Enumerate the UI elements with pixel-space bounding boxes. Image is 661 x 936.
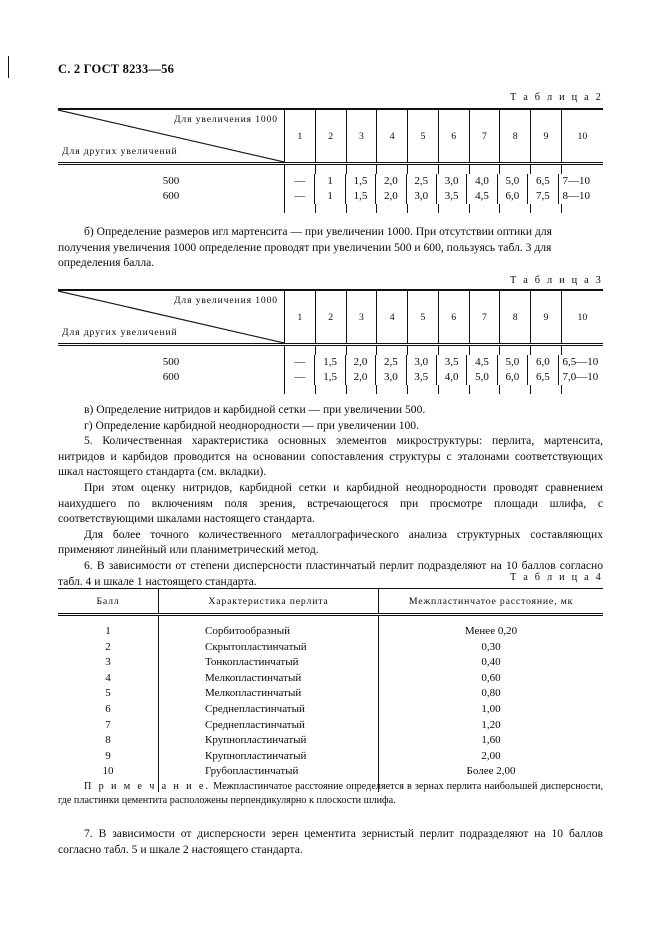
table2-cell: 2,5 xyxy=(406,174,436,189)
table4-cell-ball: 3 xyxy=(105,656,111,669)
table4-caption: Т а б л и ц а 4 xyxy=(510,572,603,583)
paragraph-b xyxy=(58,224,603,271)
table-row xyxy=(58,686,603,702)
table3-col-header: 3 xyxy=(346,291,377,343)
paragraph-7 xyxy=(58,826,603,857)
item-v: в) Определение нитридов и карбидной сетки — при увеличении 500. xyxy=(84,403,426,416)
table4-cell-distance: 0,30 xyxy=(378,640,603,656)
table3-cell: 4,5 xyxy=(466,355,496,370)
table4-cell-distance: 0,80 xyxy=(378,686,603,702)
table3-cell: 3,0 xyxy=(406,355,436,370)
table3-col-header: 9 xyxy=(530,291,561,343)
table2-cell: 3,5 xyxy=(436,189,466,204)
table2-col-header: 7 xyxy=(469,110,500,162)
table3-col-header: 2 xyxy=(315,291,346,343)
table2-cell: 1 xyxy=(314,174,344,189)
table3-cell: 6,5—10 xyxy=(558,355,604,370)
spine-rule xyxy=(8,56,9,78)
table2-top-spacer xyxy=(58,165,603,174)
table3-corner-cell xyxy=(58,291,284,343)
table2-cell: 1,5 xyxy=(345,189,375,204)
table3-col-header: 1 xyxy=(284,291,315,343)
item-6: 6. В зависимости от степени дисперсности пластинчатый перлит подразделяют на 10 баллов согласно табл. 4 и шкале 1 настоящего стандарта. xyxy=(58,558,603,588)
table2-col-header: 2 xyxy=(315,110,346,162)
table3-col-header: 7 xyxy=(469,291,500,343)
table3-cell: 3,5 xyxy=(436,355,466,370)
table4-header-row xyxy=(58,589,603,613)
table2-col-header: 5 xyxy=(407,110,438,162)
table4-header-characteristic: Характеристика перлита xyxy=(158,589,378,613)
table-2 xyxy=(58,108,603,213)
table-row xyxy=(58,749,603,765)
table4-cell-ball: 4 xyxy=(105,671,111,684)
table-row xyxy=(58,671,603,687)
table2-col-header: 4 xyxy=(376,110,407,162)
table-row xyxy=(58,702,603,718)
table3-col-header: 10 xyxy=(561,291,603,343)
table-4 xyxy=(58,588,603,792)
table4-cell-distance: 1,20 xyxy=(378,718,603,734)
table2-col-header: 10 xyxy=(561,110,603,162)
table3-cell: 2,5 xyxy=(375,355,405,370)
table4-cell-distance: 1,00 xyxy=(378,702,603,718)
table3-column-headers xyxy=(284,291,603,343)
table-row xyxy=(58,370,603,385)
table2-cell: — xyxy=(284,174,314,189)
table4-cell-ball: 7 xyxy=(105,718,111,731)
table4-cell-characteristic: Мелкопластинчатый xyxy=(158,686,378,702)
table3-cell: 4,0 xyxy=(436,370,466,385)
table4-cell-ball: 1 xyxy=(105,625,111,637)
table2-bottom-spacer xyxy=(58,204,603,213)
table3-cell: 1,5 xyxy=(314,355,344,370)
table-row xyxy=(58,174,603,189)
table-row xyxy=(58,655,603,671)
item-g: г) Определение карбидной неоднородности — при увеличении 100. xyxy=(84,418,420,432)
table3-cell: 1,5 xyxy=(314,370,344,385)
table2-cell: 6,0 xyxy=(497,189,527,204)
table2-cell: 8—10 xyxy=(558,189,604,204)
table3-col-header: 6 xyxy=(438,291,469,343)
table2-col-header: 9 xyxy=(530,110,561,162)
table3-cell: 5,0 xyxy=(497,355,527,370)
table2-column-headers xyxy=(284,110,603,162)
table3-row-label: 600 xyxy=(162,371,180,383)
table4-cell-characteristic: Крупнопластинчатый xyxy=(158,749,378,765)
table3-cell: 6,5 xyxy=(527,370,557,385)
table4-cell-ball: 10 xyxy=(102,765,114,778)
note-paragraph xyxy=(58,780,603,808)
table-row xyxy=(58,189,603,204)
table3-cell: 7,0—10 xyxy=(558,370,604,385)
table2-cell: — xyxy=(284,189,314,204)
item-5: 5. Количественная характеристика основных элементов микроструктуры: перлита, мартенсита, нитридов и карбидов проводится на основании сопоставления структуры с эталонами соответствующих шкал настоящего стандарта (см. вкладки). xyxy=(58,434,603,479)
table2-cell: 4,0 xyxy=(466,174,496,189)
page-header xyxy=(58,62,603,77)
table3-col-header: 8 xyxy=(499,291,530,343)
table3-caption: Т а б л и ц а 3 xyxy=(510,275,603,286)
table4-cell-distance: Менее 0,20 xyxy=(378,624,603,640)
table2-row-label: 500 xyxy=(162,175,180,187)
table4-cell-ball: 5 xyxy=(105,687,111,700)
table-row xyxy=(58,764,603,780)
table2-cell: 2,0 xyxy=(375,189,405,204)
table-row xyxy=(58,718,603,734)
table4-cell-characteristic: Среднепластинчатый xyxy=(158,718,378,734)
table3-header-row xyxy=(58,291,603,343)
table4-top-spacer xyxy=(58,616,603,624)
table3-cell: 3,5 xyxy=(406,370,436,385)
item-7: 7. В зависимости от дисперсности зерен цементита зернистый перлит подразделяют на 10 баллов согласно табл. 5 и шкале 2 настоящего стандарта. xyxy=(58,827,603,856)
table2-cell: 7,5 xyxy=(527,189,557,204)
paragraph-analysis: Для более точного количественного металлографического анализа структурных составляющих применяют линейный или планиметрический метод. xyxy=(58,527,603,557)
table3-cell: 2,0 xyxy=(345,370,375,385)
table4-cell-characteristic: Среднепластинчатый xyxy=(158,702,378,718)
table2-cell: 7—10 xyxy=(558,174,604,189)
table3-cell: — xyxy=(284,370,314,385)
note-text: Межпластинчатое расстояние определяется в зернах перлита наибольшей дисперсности, где пластинки цементита расположены перпендикулярно к плоскости шлифа. xyxy=(58,781,603,806)
table3-row-label: 500 xyxy=(162,356,180,368)
table-row xyxy=(58,355,603,370)
table2-col-header: 8 xyxy=(499,110,530,162)
table4-header-distance: Межпластинчатое расстояние, мк xyxy=(378,589,603,613)
table4-cell-distance: 0,40 xyxy=(378,655,603,671)
table4-cell-characteristic: Сорбитообразный xyxy=(158,624,378,640)
table-3 xyxy=(58,289,603,394)
table4-cell-ball: 9 xyxy=(105,749,111,762)
table2-col-header: 3 xyxy=(346,110,377,162)
body-block-main xyxy=(58,402,603,589)
table2-cell: 3,0 xyxy=(436,174,466,189)
table3-cell: 6,0 xyxy=(527,355,557,370)
table3-cell: 6,0 xyxy=(497,370,527,385)
table3-col-header: 5 xyxy=(407,291,438,343)
table4-cell-ball: 2 xyxy=(105,640,111,653)
table3-cell: — xyxy=(284,355,314,370)
table3-cell: 2,0 xyxy=(345,355,375,370)
table2-cell: 1,5 xyxy=(345,174,375,189)
table4-cell-distance: 2,00 xyxy=(378,749,603,765)
table-row xyxy=(58,640,603,656)
table4-cell-characteristic: Тонкопластинчатый xyxy=(158,655,378,671)
paragraph-nitrides: При этом оценку нитридов, карбидной сетки и карбидной неоднородности проводят сравнением наихудшего по включениям поля зрения, встречающегося при просмотре площади шлифа, с соответствующими шкалами настоящего стандарта. xyxy=(58,480,603,526)
table3-corner-top-label: Для увеличения 1000 xyxy=(173,295,278,306)
table2-body xyxy=(58,165,603,213)
table2-corner-top-label: Для увеличения 1000 xyxy=(173,114,278,125)
table3-cell: 5,0 xyxy=(466,370,496,385)
table4-cell-characteristic: Скрытопластинчатый xyxy=(158,640,378,656)
table3-body xyxy=(58,346,603,394)
table3-col-header: 4 xyxy=(376,291,407,343)
table4-cell-ball: 6 xyxy=(105,702,111,715)
table2-col-header: 6 xyxy=(438,110,469,162)
table2-row-label: 600 xyxy=(162,190,180,202)
table2-cell: 2,0 xyxy=(375,174,405,189)
table2-cell: 3,0 xyxy=(406,189,436,204)
table3-cell: 3,0 xyxy=(375,370,405,385)
table2-cell: 4,5 xyxy=(466,189,496,204)
table4-cell-characteristic: Грубопластинчатый xyxy=(158,764,378,780)
paragraph-b-line1: б) Определение размеров игл мартенсита — при увеличении 1000. При отсутствии оптики для xyxy=(84,225,552,238)
table4-header-ball: Балл xyxy=(96,595,120,607)
table3-bottom-spacer xyxy=(58,385,603,394)
note-label: П р и м е ч а н и е. xyxy=(84,781,211,792)
table-row xyxy=(58,624,603,640)
paragraph-b-line2: получения увеличения 1000 определение проводят при увеличении 500 и 600, пользуясь табл. 3 для xyxy=(58,240,552,254)
table4-cell-characteristic: Крупнопластинчатый xyxy=(158,733,378,749)
table4-cell-ball: 8 xyxy=(105,734,111,747)
table4-cell-distance: 0,60 xyxy=(378,671,603,687)
table3-top-spacer xyxy=(58,346,603,355)
table2-corner-cell xyxy=(58,110,284,162)
table2-header-row xyxy=(58,110,603,162)
table3-corner-bottom-label: Для других увеличений xyxy=(62,327,178,338)
table2-caption: Т а б л и ц а 2 xyxy=(510,92,603,103)
table2-corner-bottom-label: Для других увеличений xyxy=(62,146,178,157)
page-number-standard-label: С. 2 ГОСТ 8233—56 xyxy=(58,62,175,76)
table4-cell-distance: 1,60 xyxy=(378,733,603,749)
table4-cell-distance: Более 2,00 xyxy=(378,764,603,780)
table-row xyxy=(58,733,603,749)
table2-cell: 6,5 xyxy=(527,174,557,189)
table4-cell-characteristic: Мелкопластинчатый xyxy=(158,671,378,687)
table2-cell: 1 xyxy=(314,189,344,204)
table2-col-header: 1 xyxy=(284,110,315,162)
table2-cell: 5,0 xyxy=(497,174,527,189)
table4-note xyxy=(58,780,603,808)
paragraph-b-line3: определения балла. xyxy=(58,256,155,270)
